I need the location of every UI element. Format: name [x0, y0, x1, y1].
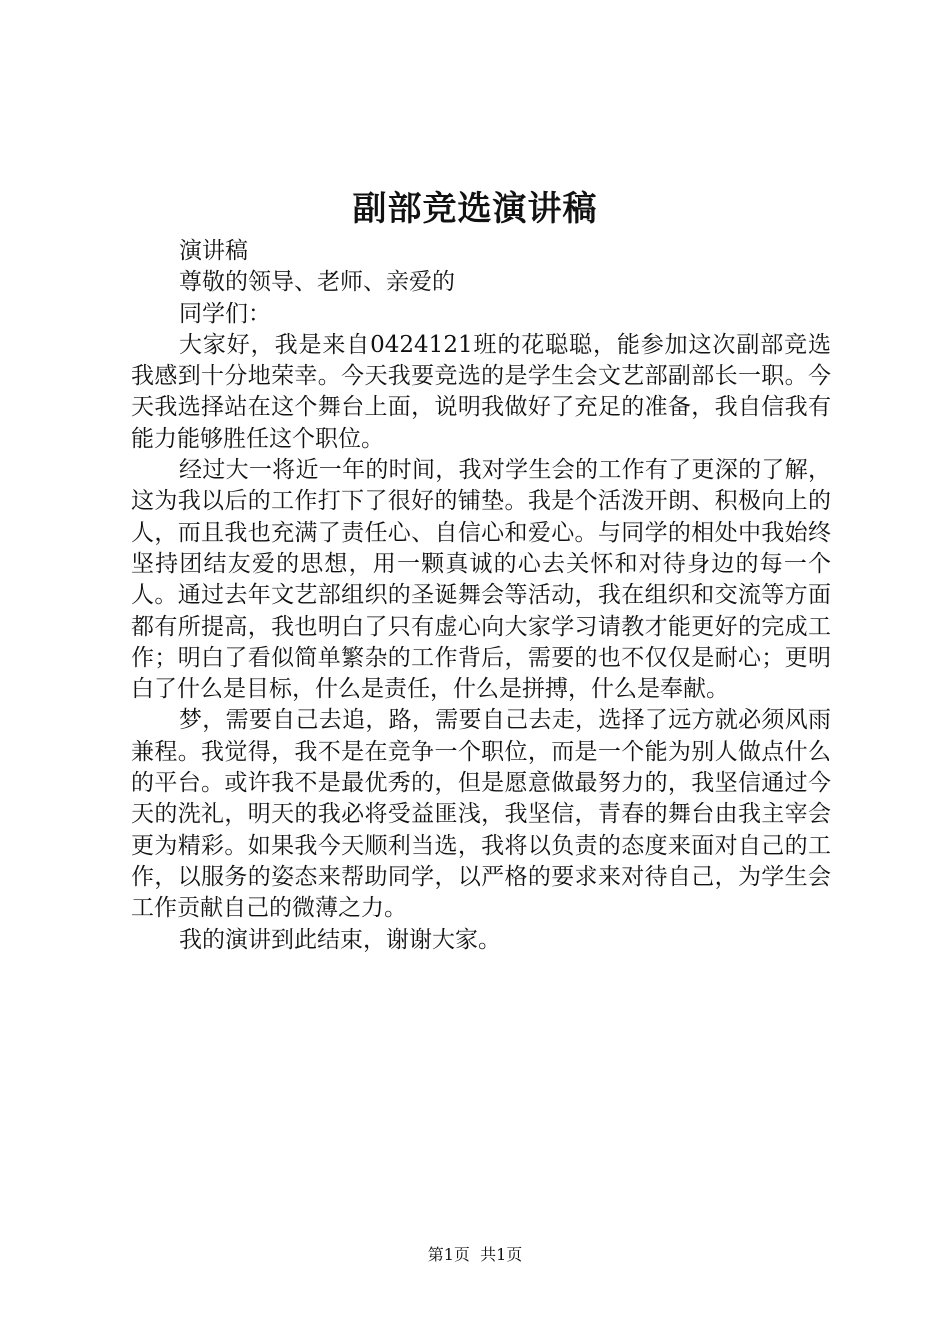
page-footer: [0, 1244, 950, 1266]
document-title: 副部竞选演讲稿: [352, 189, 598, 229]
page-number-current: 第1页: [427, 1245, 470, 1264]
paragraph-salutation: 尊敬的领导、老师、亲爱的: [179, 269, 455, 296]
paragraph-experience: 经过大一将近一年的时间，我对学生会的工作有了更深的了解，这为我以后的工作打下了很好的铺垫。我是个活泼开朗、积极向上的人，而且我也充满了责任心、自信心和爱心。与同学的相处中我始终坚持团结友爱的思想，用一颗真诚的心去关怀和对待身边的每一个人。通过去年文艺部组织的圣诞舞会等活动，我在组织和交流等方面都有所提高，我也明白了只有虚心向大家学习请教才能更好的完成工作；明白了看似简单繁杂的工作背后，需要的也不仅仅是耐心；更明白了什么是目标，什么是责任，什么是拼搏，什么是奉献。: [131, 457, 831, 703]
paragraph-aspiration: 梦，需要自己去追，路，需要自己去走，选择了远方就必须风雨兼程。我觉得，我不是在竞争一个职位，而是一个能为别人做点什么的平台。或许我不是最优秀的，但是愿意做最努力的，我坚信通过今天的洗礼，明天的我必将受益匪浅，我坚信，青春的舞台由我主宰会更为精彩。如果我今天顺利当选，我将以负责的态度来面对自己的工作，以服务的姿态来帮助同学，以严格的要求来对待自己，为学生会工作贡献自己的微薄之力。: [131, 707, 831, 922]
paragraph-introduction: 大家好，我是来自0424121班的花聪聪，能参加这次副部竞选我感到十分地荣幸。今天我要竞选的是学生会文艺部副部长一职。今天我选择站在这个舞台上面，说明我做好了充足的准备，我自信我有能力能够胜任这个职位。: [131, 331, 831, 452]
paragraph-salutation-continued: 同学们：: [179, 300, 271, 327]
page-number-total: 共1页: [480, 1245, 523, 1264]
footer-spacer: [470, 1245, 480, 1264]
paragraph-closing: 我的演讲到此结束，谢谢大家。: [179, 926, 501, 953]
document-body: [131, 236, 831, 956]
paragraph-heading: 演讲稿: [179, 238, 248, 264]
